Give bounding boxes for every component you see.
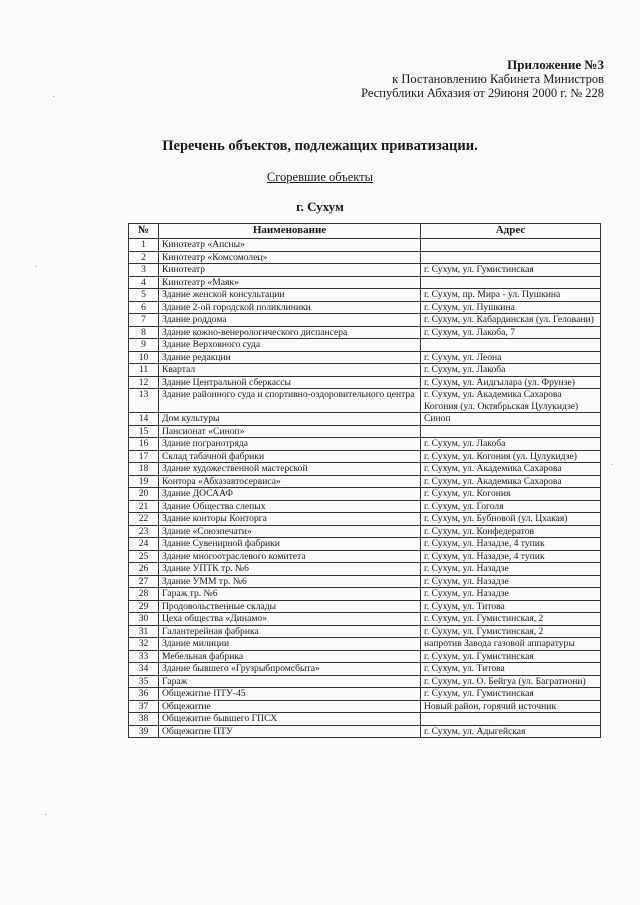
row-number: 22 — [129, 513, 159, 526]
table-row — [129, 675, 601, 688]
row-name: Общежитие ПТУ-45 — [159, 688, 421, 701]
header-name: Наименование — [159, 224, 421, 239]
row-number: 3 — [129, 264, 159, 277]
row-address: г. Сухум, ул. Назадзе — [421, 575, 601, 588]
row-address: г. Сухум, ул. Назадзе — [421, 588, 601, 601]
table-header-row — [129, 224, 601, 239]
row-name: Здание погранотряда — [159, 438, 421, 451]
row-number: 19 — [129, 475, 159, 488]
row-number: 15 — [129, 425, 159, 438]
row-address: г. Сухум, пр. Мира - ул. Пушкина — [421, 289, 601, 302]
row-address: г. Сухум, ул. Академика Сахарова Когония (ул. Октябрьская Цулукидзе) — [421, 389, 601, 413]
row-address: г. Сухум, ул. Пушкина — [421, 301, 601, 314]
row-number: 29 — [129, 600, 159, 613]
row-address: Синоп — [421, 413, 601, 426]
table-row — [129, 588, 601, 601]
row-number: 17 — [129, 450, 159, 463]
table-row — [129, 314, 601, 327]
row-number: 27 — [129, 575, 159, 588]
row-name: Здание «Союзпечати» — [159, 525, 421, 538]
row-address: г. Сухум, ул. Когония — [421, 488, 601, 501]
row-address: г. Сухум, ул. Гумистинская — [421, 650, 601, 663]
table-row — [129, 376, 601, 389]
row-number: 1 — [129, 239, 159, 252]
row-address: г. Сухум, ул. Гумистинская, 2 — [421, 625, 601, 638]
row-number: 37 — [129, 700, 159, 713]
document-title: Перечень объектов, подлежащих приватизации. — [162, 138, 478, 154]
appendix-label: Приложение №3 — [507, 57, 604, 72]
table-row — [129, 301, 601, 314]
table-row — [129, 438, 601, 451]
row-address: Новый район, горячий источник — [421, 700, 601, 713]
row-name: Дом культуры — [159, 413, 421, 426]
row-number: 36 — [129, 688, 159, 701]
table-row — [129, 239, 601, 252]
scan-mark: · — [610, 460, 614, 471]
row-address: г. Сухум, ул. Леона — [421, 351, 601, 364]
row-name: Общежитие — [159, 700, 421, 713]
row-address: г. Сухум, ул. Лакоба — [421, 364, 601, 377]
table-row — [129, 264, 601, 277]
row-name: Здание милиции — [159, 638, 421, 651]
row-name: Здание районного суда и спортивно-оздоровительного центра — [159, 389, 421, 413]
row-number: 14 — [129, 413, 159, 426]
row-address — [421, 239, 601, 252]
table-row — [129, 326, 601, 339]
row-name: Склад табачной фабрики — [159, 450, 421, 463]
row-name: Здание Центральной сберкассы — [159, 376, 421, 389]
row-address: г. Сухум, ул. О. Бейгуа (ул. Багратиони) — [421, 675, 601, 688]
row-number: 9 — [129, 339, 159, 352]
table-row — [129, 563, 601, 576]
table-row — [129, 625, 601, 638]
row-name: Кинотеатр «Апсны» — [159, 239, 421, 252]
row-number: 12 — [129, 376, 159, 389]
row-name: Здание Сувенирной фабрики — [159, 538, 421, 551]
table-row — [129, 425, 601, 438]
table-row — [129, 575, 601, 588]
row-number: 24 — [129, 538, 159, 551]
header-num: № — [129, 224, 159, 239]
scan-mark: · — [34, 262, 38, 273]
row-address: г. Сухум, ул. Адыгейская — [421, 725, 601, 738]
row-number: 23 — [129, 525, 159, 538]
scan-mark: · — [52, 92, 56, 103]
row-number: 35 — [129, 675, 159, 688]
row-address: г. Сухум, ул. Академика Сахарова — [421, 475, 601, 488]
table-row — [129, 289, 601, 302]
row-address: г. Сухум, ул. Назадзе — [421, 563, 601, 576]
row-name: Кинотеатр — [159, 264, 421, 277]
row-address: г. Сухум, ул. Бубновой (ул. Цхакая) — [421, 513, 601, 526]
row-address: г. Сухум, ул. Лакоба, 7 — [421, 326, 601, 339]
row-number: 16 — [129, 438, 159, 451]
row-name: Здание бывшего «Грузрыбпромсбыта» — [159, 663, 421, 676]
row-address — [421, 251, 601, 264]
row-name: Здание ДОСААФ — [159, 488, 421, 501]
row-number: 7 — [129, 314, 159, 327]
row-address: г. Сухум, ул. Когония (ул. Цулукидзе) — [421, 450, 601, 463]
row-name: Галантерейная фабрика — [159, 625, 421, 638]
row-address: г. Сухум, ул. Лакоба — [421, 438, 601, 451]
row-name: Здание художественной мастерской — [159, 463, 421, 476]
table-row — [129, 663, 601, 676]
row-name: Здание Общества слепых — [159, 500, 421, 513]
row-address — [421, 276, 601, 289]
table-row — [129, 638, 601, 651]
table-row — [129, 550, 601, 563]
table-row — [129, 688, 601, 701]
row-name: Кинотеатр «Комсомолец» — [159, 251, 421, 264]
row-number: 18 — [129, 463, 159, 476]
row-name: Общежитие бывшего ГПСХ — [159, 713, 421, 726]
row-name: Здание редакции — [159, 351, 421, 364]
row-name: Гараж — [159, 675, 421, 688]
table-row — [129, 463, 601, 476]
table-row — [129, 339, 601, 352]
row-number: 34 — [129, 663, 159, 676]
row-number: 13 — [129, 389, 159, 413]
table-body — [129, 239, 601, 738]
row-number: 11 — [129, 364, 159, 377]
table-row — [129, 500, 601, 513]
row-address: г. Сухум, ул. Аидгылара (ул. Фрунзе) — [421, 376, 601, 389]
row-number: 38 — [129, 713, 159, 726]
row-address — [421, 713, 601, 726]
row-name: Здание конторы Конторга — [159, 513, 421, 526]
table-row — [129, 475, 601, 488]
table-row — [129, 650, 601, 663]
header-address: Адрес — [421, 224, 601, 239]
row-number: 10 — [129, 351, 159, 364]
city-heading: г. Сухум — [296, 199, 344, 214]
row-name: Здание женской консультации — [159, 289, 421, 302]
row-name: Кинотеатр «Маяк» — [159, 276, 421, 289]
row-address: г. Сухум, ул. Гоголя — [421, 500, 601, 513]
row-name: Здание роддома — [159, 314, 421, 327]
row-address: г. Сухум, ул. Гумистинская, 2 — [421, 613, 601, 626]
row-address: г. Сухум, ул. Гумистинская — [421, 688, 601, 701]
row-name: Здание кожно-венерологического диспансера — [159, 326, 421, 339]
row-number: 26 — [129, 563, 159, 576]
table-row — [129, 525, 601, 538]
table-row — [129, 613, 601, 626]
row-address — [421, 425, 601, 438]
table-row — [129, 700, 601, 713]
row-address: г. Сухум, ул. Титова — [421, 600, 601, 613]
scan-mark: · — [44, 810, 48, 821]
row-number: 8 — [129, 326, 159, 339]
row-address: г. Сухум, ул. Титова — [421, 663, 601, 676]
row-number: 28 — [129, 588, 159, 601]
row-name: Здание 2-ой городской поликлиники — [159, 301, 421, 314]
row-number: 30 — [129, 613, 159, 626]
row-address — [421, 339, 601, 352]
table-row — [129, 450, 601, 463]
row-number: 32 — [129, 638, 159, 651]
row-number: 31 — [129, 625, 159, 638]
row-address: г. Сухум, ул. Гумистинская — [421, 264, 601, 277]
header-line-3: Республики Абхазия от 29июня 2000 г. № 228 — [361, 86, 604, 100]
row-number: 4 — [129, 276, 159, 289]
row-name: Здание УММ тр. №6 — [159, 575, 421, 588]
row-name: Здание многоотраслевого комитета — [159, 550, 421, 563]
row-name: Цеха общества «Динамо» — [159, 613, 421, 626]
row-address: напротив Завода газовой аппаратуры — [421, 638, 601, 651]
header-line-2: к Постановлению Кабинета Министров — [392, 72, 604, 86]
table-row — [129, 413, 601, 426]
row-number: 25 — [129, 550, 159, 563]
table-row — [129, 725, 601, 738]
subtitle-text: Сгоревшие объекты — [266, 170, 374, 184]
row-number: 20 — [129, 488, 159, 501]
row-address: г. Сухум, ул. Конфедератов — [421, 525, 601, 538]
row-name: Продовольственные склады — [159, 600, 421, 613]
table-row — [129, 351, 601, 364]
row-number: 21 — [129, 500, 159, 513]
table-row — [129, 538, 601, 551]
row-address: г. Сухум, ул. Назадзе, 4 тупик — [421, 538, 601, 551]
document-header — [361, 58, 604, 100]
table-row — [129, 276, 601, 289]
row-number: 33 — [129, 650, 159, 663]
row-name: Общежитие ПТУ — [159, 725, 421, 738]
row-number: 6 — [129, 301, 159, 314]
row-name: Здание УПТК тр. №6 — [159, 563, 421, 576]
table-row — [129, 513, 601, 526]
row-name: Мебельная фабрика — [159, 650, 421, 663]
row-number: 2 — [129, 251, 159, 264]
row-name: Пансионат «Синоп» — [159, 425, 421, 438]
row-name: Контора «Абхазавтосервиса» — [159, 475, 421, 488]
row-name: Квартал — [159, 364, 421, 377]
table-row — [129, 364, 601, 377]
table-row — [129, 600, 601, 613]
row-address: г. Сухум, ул. Назадзе, 4 тупик — [421, 550, 601, 563]
row-name: Гараж тр. №6 — [159, 588, 421, 601]
row-address: г. Сухум, ул. Академика Сахарова — [421, 463, 601, 476]
row-name: Здание Верховного суда — [159, 339, 421, 352]
objects-table — [128, 223, 601, 738]
row-address: г. Сухум, ул. Кабардинская (ул. Геловани) — [421, 314, 601, 327]
section-subtitle — [0, 170, 640, 185]
row-number: 39 — [129, 725, 159, 738]
table-row — [129, 488, 601, 501]
table-row — [129, 251, 601, 264]
table-row — [129, 389, 601, 413]
row-number: 5 — [129, 289, 159, 302]
table-row — [129, 713, 601, 726]
